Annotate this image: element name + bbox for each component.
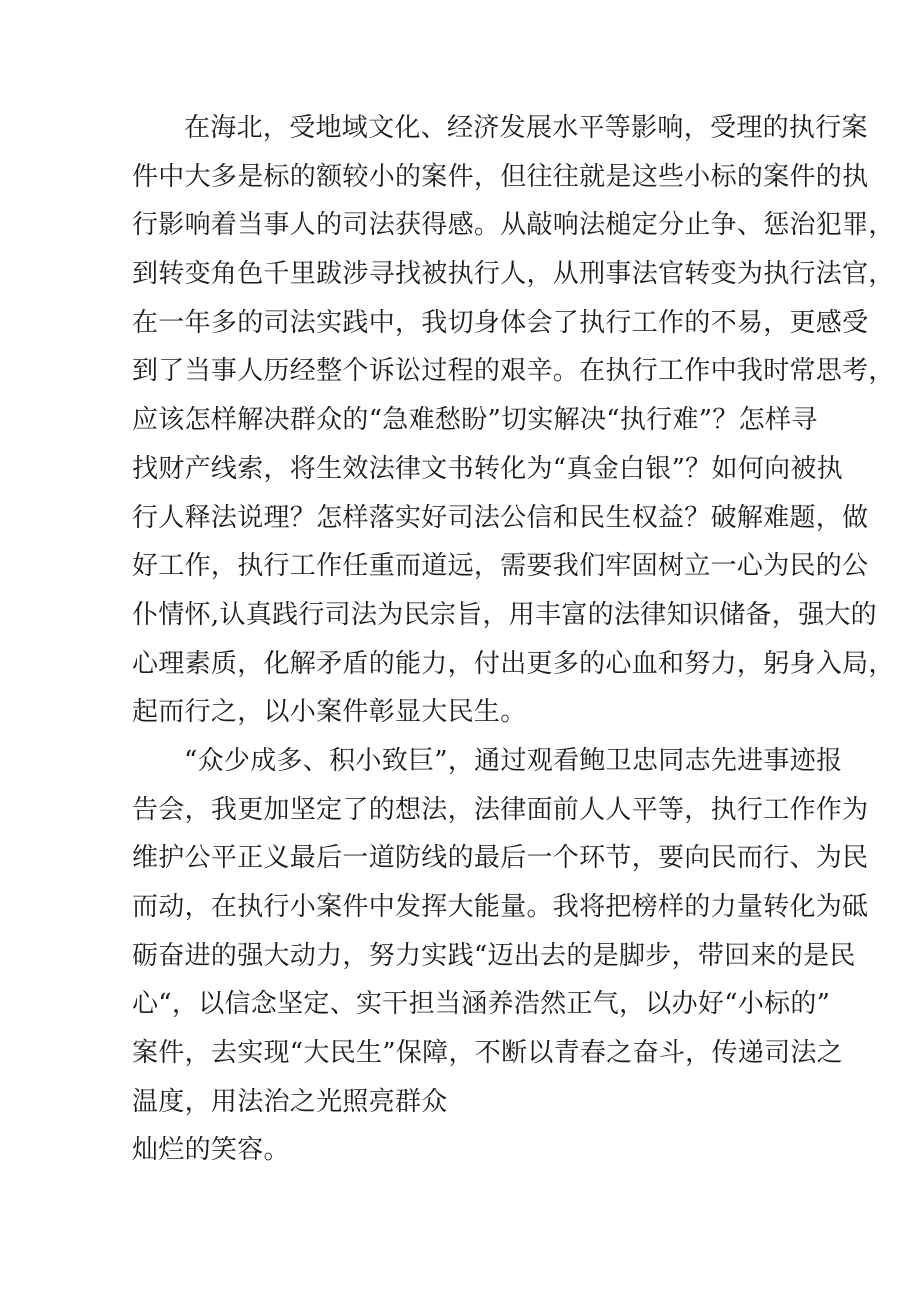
paragraph-line: 应该怎样解决群众的“急难愁盼”切实解决“执行难”？怎样寻: [132, 405, 818, 436]
paragraph-line: 行人释法说理？怎样落实好司法公信和民生权益？破解难题，做: [132, 502, 869, 533]
paragraph-line: 温度，用法治之光照亮群众: [132, 1086, 448, 1117]
paragraph-line: 心“，以信念坚定、实干担当涵养浩然正气，以办好“小标的”: [132, 989, 831, 1020]
paragraph-line: 起而行之，以小案件彰显大民生。: [132, 697, 527, 728]
paragraph-line: 到转变角色千里跋涉寻找被执行人，从刑事法官转变为执行法官，: [132, 259, 895, 290]
paragraph-line: 到了当事人历经整个诉讼过程的艰辛。在执行工作中我时常思考，: [132, 356, 895, 387]
paragraph-line: 在海北，受地域文化、经济发展水平等影响，受理的执行案: [184, 113, 868, 143]
paragraph-line: 维护公平正义最后一道防线的最后一个环节，要向民而行、为民: [132, 843, 869, 874]
paragraph-line: 案件，去实现“大民生”保障，不断以青春之奋斗，传递司法之: [132, 1038, 843, 1069]
paragraph-line: 行影响着当事人的司法获得感。从敲响法槌定分止争、惩治犯罪，: [132, 210, 895, 241]
paragraph-line: 找财产线索，将生效法律文书转化为“真金白银”？如何向被执: [132, 453, 843, 484]
paragraph-line: 砺奋进的强大动力，努力实践“迈出去的是脚步，带回来的是民: [132, 940, 856, 971]
paragraph-line: 心理素质，化解矛盾的能力，付出更多的心血和努力，躬身入局，: [132, 648, 895, 679]
paragraph-line: 仆情怀,认真践行司法为民宗旨，用丰富的法律知识储备，强大的: [132, 599, 877, 630]
paragraph-line: 好工作，执行工作任重而道远，需要我们牢固树立一心为民的公: [132, 551, 869, 582]
paragraph-line: 件中大多是标的额较小的案件，但往往就是这些小标的案件的执: [132, 161, 869, 192]
paragraph-line: 在一年多的司法实践中，我切身体会了执行工作的不易，更感受: [132, 307, 869, 338]
paragraph-1: [132, 104, 895, 737]
paragraph-line: “众少成多、积小致巨”，通过观看鲍卫忠同志先进事迹报: [184, 745, 843, 776]
paragraph-line: 灿烂的笑容。: [132, 1135, 290, 1166]
paragraph-line: 告会，我更加坚定了的想法，法律面前人人平等，执行工作作为: [132, 794, 869, 825]
paragraph-2: [132, 737, 869, 1175]
paragraph-line: 而动，在执行小案件中发挥大能量。我将把榜样的力量转化为砥: [132, 892, 869, 922]
document-body: [132, 104, 895, 1175]
